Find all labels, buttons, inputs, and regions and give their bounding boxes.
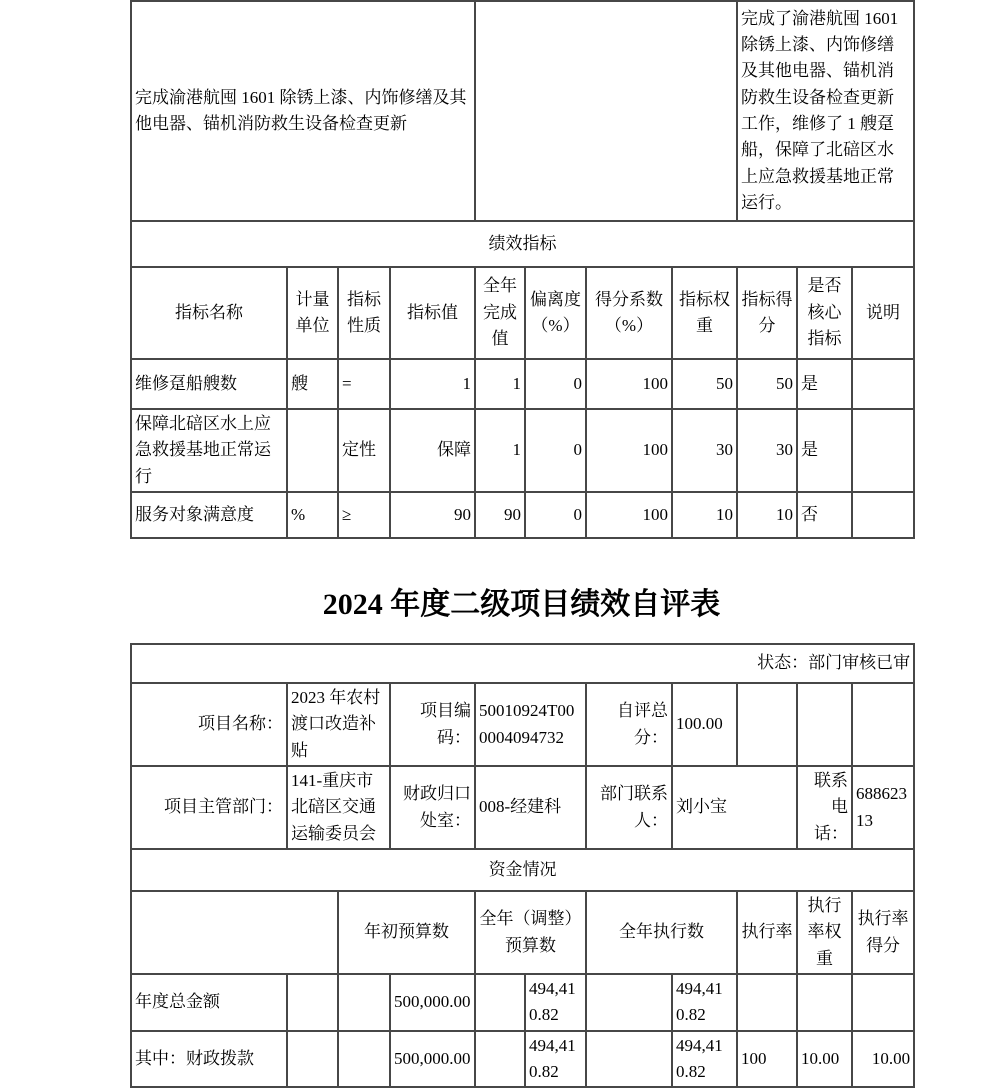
perf-col-deviation: 偏离度（%）: [525, 267, 586, 359]
indicator-name-cell: 维修趸船艘数: [131, 359, 287, 409]
score-cell: 50: [737, 359, 797, 409]
core-cell: 是: [797, 359, 852, 409]
rate-weight-cell: 10.00: [797, 1031, 852, 1088]
rate-weight-cell: [797, 974, 852, 1031]
project-info-row: [131, 683, 914, 766]
coef-cell: 100: [586, 359, 672, 409]
score-cell: 30: [737, 409, 797, 492]
perf-col-coef: 得分系数（%）: [586, 267, 672, 359]
adjusted-budget-cell: 494,410.82: [525, 974, 586, 1031]
funds-col-rate-weight: 执行率权重: [797, 891, 852, 974]
funds-col-adjusted-budget: 全年（调整）预算数: [475, 891, 586, 974]
finance-office-value: 008-经建科: [475, 766, 586, 849]
perf-col-done: 全年完成值: [475, 267, 525, 359]
project-code-label: 项目编码：: [390, 683, 475, 766]
work-summary-cell: 完成渝港航囤 1601 除锈上漆、内饰修缮及其他电器、锚机消防救生设备检查更新: [131, 1, 475, 221]
self-score-label: 自评总分：: [586, 683, 672, 766]
done-cell: 90: [475, 492, 525, 538]
nature-cell: 定性: [338, 409, 390, 492]
funds-col-initial-budget: 年初预算数: [338, 891, 475, 974]
weight-cell: 10: [672, 492, 737, 538]
phone-value: 68862313: [852, 766, 914, 849]
done-cell: 1: [475, 409, 525, 492]
funds-row-label: 年度总金额: [131, 974, 287, 1031]
empty-cell: [797, 683, 852, 766]
core-cell: 是: [797, 409, 852, 492]
core-cell: 否: [797, 492, 852, 538]
empty-cell: [131, 891, 338, 974]
performance-indicators-table: [130, 0, 915, 539]
nature-cell: =: [338, 359, 390, 409]
perf-col-target: 指标值: [390, 267, 475, 359]
rate-score-cell: [852, 974, 914, 1031]
funds-section-header: 资金情况: [131, 849, 914, 891]
funds-header-row: [131, 891, 914, 974]
perf-col-indicator-name: 指标名称: [131, 267, 287, 359]
exec-rate-cell: 100: [737, 1031, 797, 1088]
indicator-name-cell: 服务对象满意度: [131, 492, 287, 538]
dept-info-row: [131, 766, 914, 849]
note-cell: [852, 409, 914, 492]
empty-cell: [586, 1031, 672, 1088]
executed-cell: 494,410.82: [672, 1031, 737, 1088]
perf-row: [131, 409, 914, 492]
empty-cell: [338, 974, 390, 1031]
exec-rate-cell: [737, 974, 797, 1031]
empty-cell: [737, 683, 797, 766]
rate-score-cell: 10.00: [852, 1031, 914, 1088]
project-code-value: 50010924T000004094732: [475, 683, 586, 766]
dept-value: 141-重庆市北碚区交通运输委员会: [287, 766, 390, 849]
deviation-cell: 0: [525, 492, 586, 538]
empty-cell: [475, 974, 525, 1031]
funds-col-exec-rate: 执行率: [737, 891, 797, 974]
dept-label: 项目主管部门：: [131, 766, 287, 849]
note-cell: [852, 359, 914, 409]
empty-cell: [287, 1031, 338, 1088]
initial-budget-cell: 500,000.00: [390, 1031, 475, 1088]
weight-cell: 30: [672, 409, 737, 492]
perf-col-note: 说明: [852, 267, 914, 359]
unit-cell: %: [287, 492, 338, 538]
perf-col-core: 是否核心指标: [797, 267, 852, 359]
target-cell: 90: [390, 492, 475, 538]
phone-label: 联系电话：: [797, 766, 852, 849]
done-cell: 1: [475, 359, 525, 409]
funds-col-rate-score: 执行率得分: [852, 891, 914, 974]
coef-cell: 100: [586, 492, 672, 538]
perf-col-unit: 计量单位: [287, 267, 338, 359]
executed-cell: 494,410.82: [672, 974, 737, 1031]
empty-cell: [338, 1031, 390, 1088]
empty-cell: [287, 974, 338, 1031]
perf-col-weight: 指标权重: [672, 267, 737, 359]
work-detail-cell: 完成了渝港航囤 1601 除锈上漆、内饰修缮及其他电器、锚机消防救生设备检查更新工作，维修了 1 艘趸船，保障了北碚区水上应急救援基地正常运行。: [737, 1, 914, 221]
perf-header-row: [131, 267, 914, 359]
indicator-name-cell: 保障北碚区水上应急救援基地正常运行: [131, 409, 287, 492]
deviation-cell: 0: [525, 409, 586, 492]
unit-cell: 艘: [287, 359, 338, 409]
empty-cell: [586, 974, 672, 1031]
deviation-cell: 0: [525, 359, 586, 409]
funds-row: [131, 974, 914, 1031]
score-cell: 10: [737, 492, 797, 538]
finance-office-label: 财政归口处室：: [390, 766, 475, 849]
perf-row: [131, 359, 914, 409]
perf-section-header: 绩效指标: [131, 221, 914, 267]
target-cell: 1: [390, 359, 475, 409]
target-cell: 保障: [390, 409, 475, 492]
empty-cell: [475, 1031, 525, 1088]
funds-col-executed: 全年执行数: [586, 891, 737, 974]
empty-cell: [852, 683, 914, 766]
self-eval-table: [130, 643, 915, 1088]
project-name-value: 2023 年农村渡口改造补贴: [287, 683, 390, 766]
status-text: 状态：部门审核已审: [131, 644, 914, 683]
perf-row: [131, 492, 914, 538]
initial-budget-cell: 500,000.00: [390, 974, 475, 1031]
page-title: 2024 年度二级项目绩效自评表: [322, 588, 721, 621]
funds-row-label: 其中：财政拨款: [131, 1031, 287, 1088]
empty-cell: [475, 1, 737, 221]
weight-cell: 50: [672, 359, 737, 409]
perf-section-row: [131, 221, 914, 267]
funds-row: [131, 1031, 914, 1088]
self-score-value: 100.00: [672, 683, 737, 766]
adjusted-budget-cell: 494,410.82: [525, 1031, 586, 1088]
continued-row: [131, 1, 914, 221]
status-row: [131, 644, 914, 683]
funds-section-row: [131, 849, 914, 891]
project-name-label: 项目名称：: [131, 683, 287, 766]
coef-cell: 100: [586, 409, 672, 492]
unit-cell: [287, 409, 338, 492]
perf-col-score: 指标得分: [737, 267, 797, 359]
contact-value: 刘小宝: [672, 766, 797, 849]
contact-label: 部门联系人：: [586, 766, 672, 849]
nature-cell: ≥: [338, 492, 390, 538]
perf-col-nature: 指标性质: [338, 267, 390, 359]
note-cell: [852, 492, 914, 538]
